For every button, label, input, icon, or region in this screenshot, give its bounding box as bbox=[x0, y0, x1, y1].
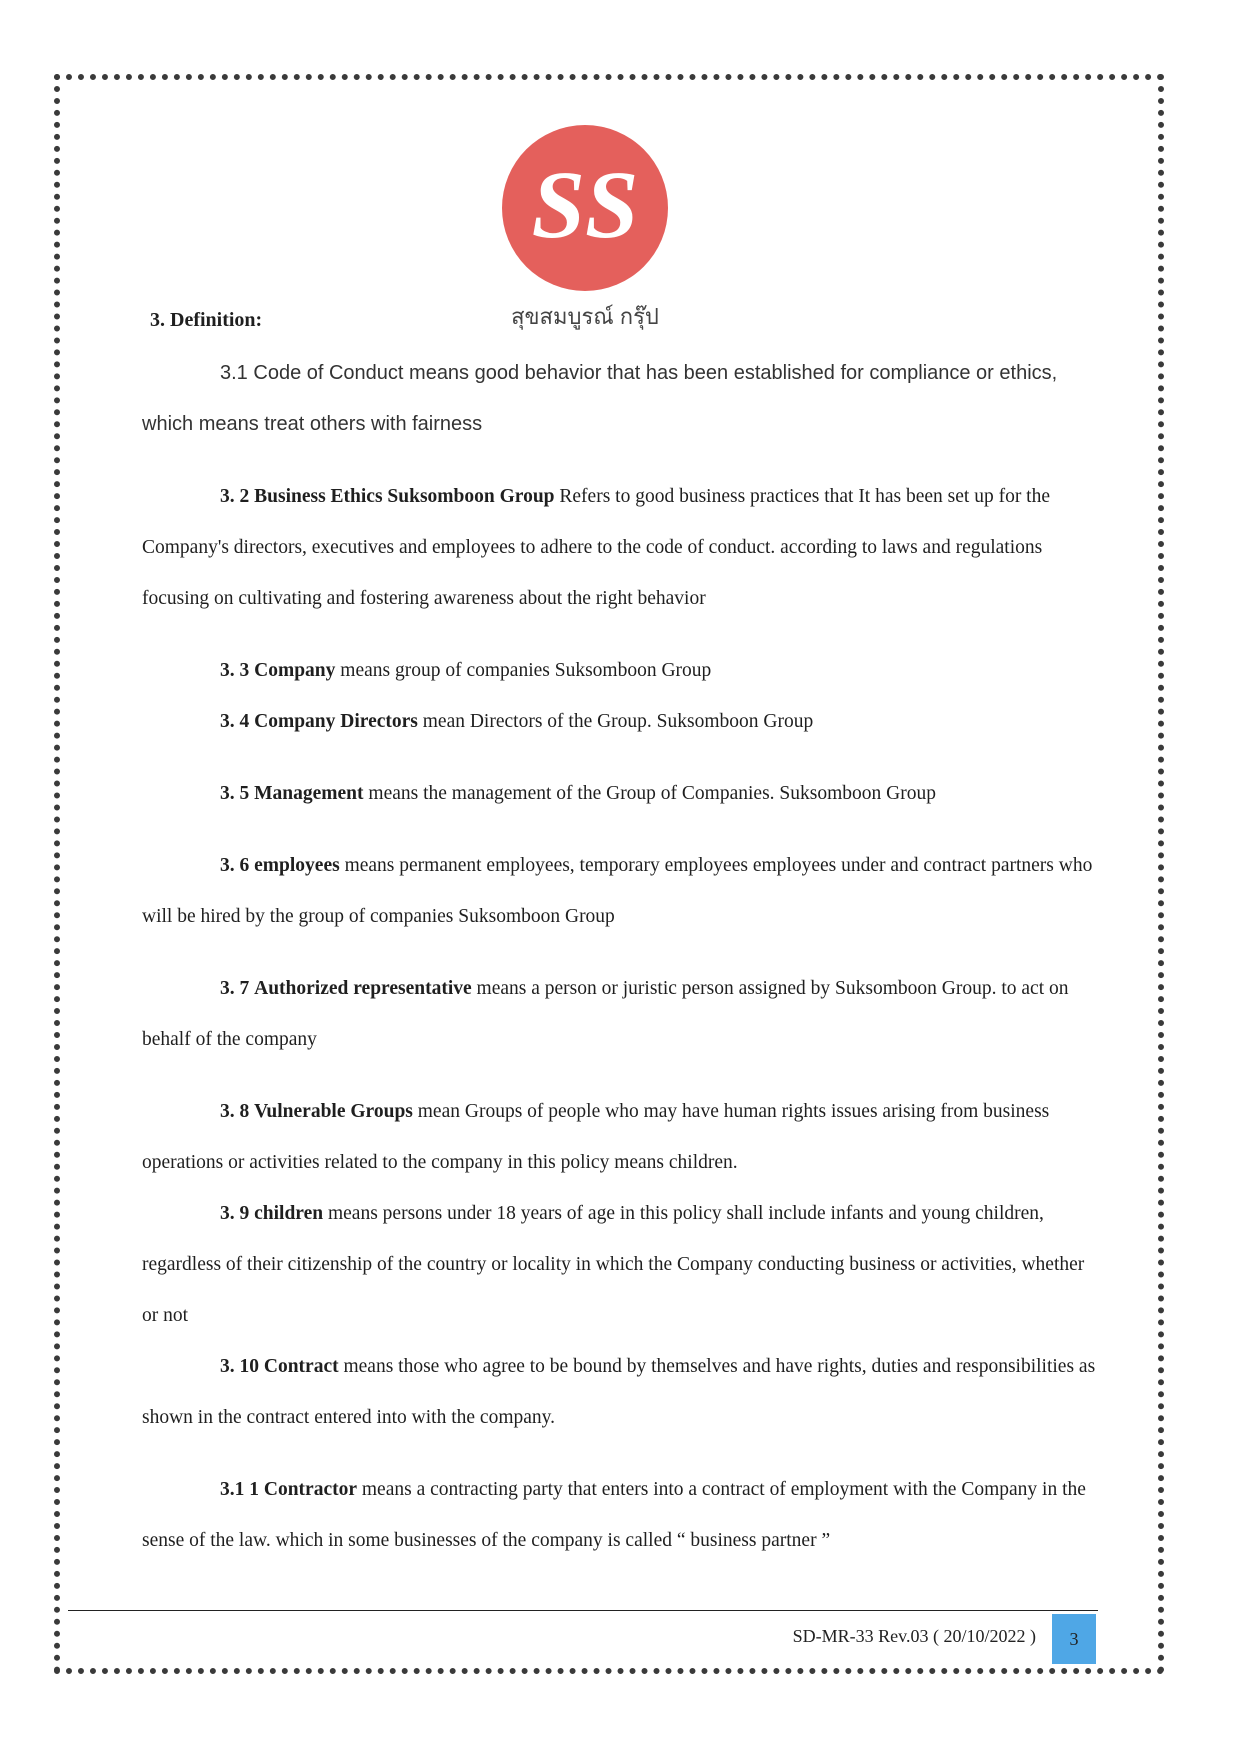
item-term: Company Directors bbox=[254, 711, 418, 732]
document-code: SD-MR-33 Rev.03 ( 20/10/2022 ) bbox=[792, 1626, 1036, 1646]
definition-3-8 bbox=[142, 1086, 1097, 1188]
item-number: 3. 7 bbox=[220, 978, 250, 999]
item-term: Contract bbox=[263, 1356, 339, 1377]
item-number: 3. 6 bbox=[220, 855, 250, 876]
item-term: Company bbox=[254, 660, 336, 681]
item-number: 3. 2 bbox=[220, 486, 250, 507]
item-text: means the management of the Group of Companies. Suksomboon Group bbox=[368, 783, 936, 804]
definition-3-11 bbox=[142, 1464, 1097, 1566]
definition-3-2 bbox=[142, 471, 1097, 624]
item-number: 3. 3 bbox=[220, 660, 250, 681]
definition-3-7 bbox=[142, 963, 1097, 1065]
definition-3-1 bbox=[142, 348, 1097, 450]
item-term: children bbox=[254, 1203, 324, 1224]
page-number: 3 bbox=[1052, 1614, 1096, 1664]
definition-3-4 bbox=[142, 696, 1097, 747]
item-number: 3. 9 bbox=[220, 1203, 250, 1224]
item-text: means persons under 18 years of age in this policy shall include infants and young children, regardless of their citizenship of the country or locality in which the Company conducting business or activities, whether or not bbox=[142, 1203, 1085, 1326]
item-number: 3. 5 bbox=[220, 783, 250, 804]
definition-3-10 bbox=[142, 1341, 1097, 1443]
item-text: means those who agree to be bound by themselves and have rights, duties and responsibilities as shown in the contract entered into with the company. bbox=[142, 1356, 1096, 1428]
logo-monogram: SS bbox=[531, 151, 639, 258]
definition-3-9 bbox=[142, 1188, 1097, 1341]
item-text: means group of companies Suksomboon Group bbox=[340, 660, 712, 681]
ss-monogram-icon bbox=[502, 125, 668, 291]
item-term: Business Ethics Suksomboon Group bbox=[254, 486, 555, 507]
item-text: Code of Conduct means good behavior that has been established for compliance or ethics, which means treat others with fairness bbox=[142, 362, 1058, 435]
item-text: means permanent employees, temporary employees employees under and contract partners who will be hired by the group of companies Suksomboon Group bbox=[142, 855, 1093, 927]
item-text: means a person or juristic person assigned by Suksomboon Group. to act on behalf of the company bbox=[142, 978, 1069, 1050]
logo-wordmark: สุขสมบูรณ์ กรุ๊ป bbox=[511, 304, 659, 329]
section-heading: 3. Definition: bbox=[150, 309, 263, 331]
item-number: 3. 8 bbox=[220, 1101, 250, 1122]
item-term: Authorized representative bbox=[254, 978, 472, 999]
item-term: Vulnerable Groups bbox=[254, 1101, 413, 1122]
definition-3-5 bbox=[142, 768, 1097, 819]
logo-circle bbox=[502, 125, 668, 291]
footer-divider bbox=[68, 1610, 1098, 1611]
item-text: Refers to good business practices that It has been set up for the Company's directors, executives and employees to adhere to the code of conduct. according to laws and regulations focusing on cultivating and fostering awareness about the right behavior bbox=[142, 486, 1051, 609]
item-text: mean Groups of people who may have human rights issues arising from business operations or activities related to the company in this policy means children. bbox=[142, 1101, 1050, 1173]
item-term: Contractor bbox=[263, 1479, 358, 1500]
item-number: 3. 4 bbox=[220, 711, 250, 732]
item-text: means a contracting party that enters into a contract of employment with the Company in the sense of the law. which in some businesses of the company is called “ business partner ” bbox=[142, 1479, 1086, 1551]
item-number: 3.1 1 bbox=[220, 1479, 259, 1500]
item-number: 3.1 bbox=[220, 362, 248, 384]
item-term: employees bbox=[254, 855, 340, 876]
item-term: Management bbox=[254, 783, 364, 804]
definition-3-3 bbox=[142, 645, 1097, 696]
item-number: 3. 10 bbox=[220, 1356, 259, 1377]
item-text: mean Directors of the Group. Suksomboon Group bbox=[422, 711, 814, 732]
document-body bbox=[142, 300, 1097, 1566]
definition-3-6 bbox=[142, 840, 1097, 942]
